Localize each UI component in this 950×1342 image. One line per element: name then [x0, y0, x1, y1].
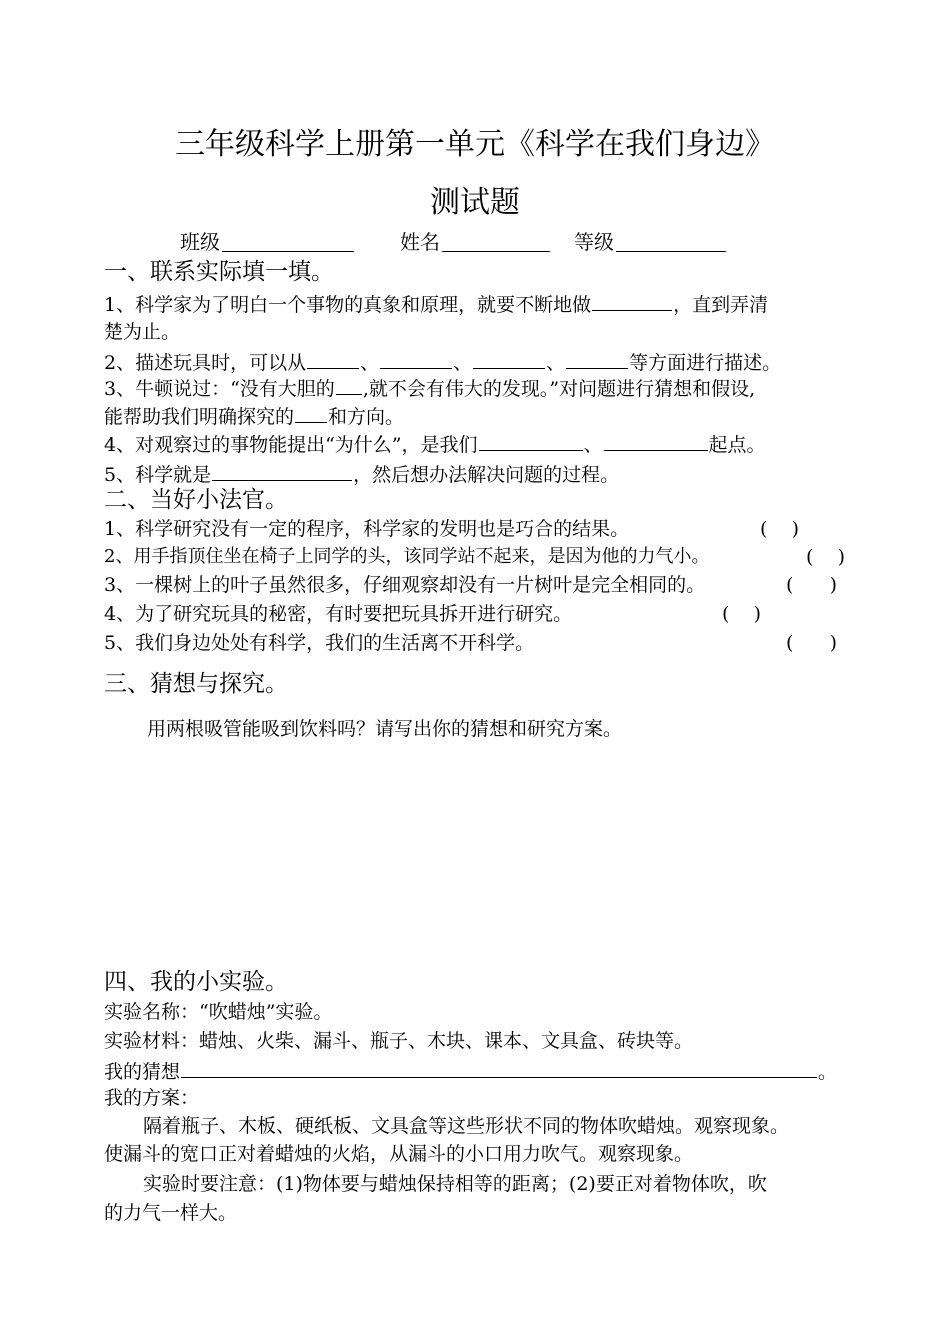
s1-q2-blank4[interactable]	[566, 348, 628, 369]
s4-guess-label: 我的猜想	[104, 1061, 181, 1083]
page-subtitle: 测试题	[430, 185, 520, 220]
s4-note-text: 的力气一样大。	[104, 1202, 238, 1224]
section4-heading: 四、我的小实验。	[104, 969, 288, 995]
s1-q3-blank1[interactable]	[336, 374, 362, 395]
s1-q2-blank1[interactable]	[307, 348, 359, 369]
grade-label: 等级	[574, 230, 614, 254]
s1-q2-text-b: 等方面进行描述。	[629, 352, 782, 374]
s1-q3-text-a: 3、牛顿说过：“没有大胆的	[104, 378, 335, 400]
s1-q3-line2	[104, 402, 864, 430]
s1-q4-blank1[interactable]	[479, 430, 583, 451]
s4-experiment-name: 实验名称：“吹蜡烛”实验。	[104, 1001, 333, 1023]
class-label: 班级	[180, 230, 220, 254]
s1-q1-text-b: ，直到弄清	[673, 294, 769, 316]
class-blank[interactable]	[222, 229, 354, 252]
s1-q4-blank2[interactable]	[604, 430, 708, 451]
section3-heading: 三、猜想与探究。	[104, 671, 288, 697]
s1-q5-text-b: ，然后想办法解决问题的过程。	[353, 464, 620, 486]
s1-q3-text-c: 能帮助我们明确探究的	[104, 406, 295, 428]
s2-item: 3、一棵树上的叶子虽然很多，仔细观察却没有一片树叶是完全相同的。	[104, 574, 706, 596]
s2-answer-paren[interactable]: ( )	[760, 518, 799, 540]
s1-q1-blank[interactable]	[592, 290, 672, 311]
s2-item: 4、为了研究玩具的秘密，有时要把玩具拆开进行研究。	[104, 603, 573, 625]
name-blank[interactable]	[442, 229, 550, 252]
s1-q5-line	[104, 460, 864, 488]
grade-blank[interactable]	[616, 229, 726, 252]
s1-q2-sep1: 、	[360, 352, 380, 374]
s1-q4-sep: 、	[583, 434, 603, 456]
s1-q1-text-a: 1、科学家为了明白一个事物的真象和原理，就要不断地做	[104, 294, 592, 316]
section1-heading: 一、联系实际填一填。	[104, 259, 334, 285]
s4-materials: 实验材料：蜡烛、火柴、漏斗、瓶子、木块、课本、文具盒、砖块等。	[104, 1030, 694, 1052]
s1-q2-blank2[interactable]	[380, 348, 452, 369]
s1-q5-text-a: 5、科学就是	[104, 464, 212, 486]
s1-q2-text-a: 2、描述玩具时，可以从	[104, 352, 307, 374]
s4-guess-end: 。	[818, 1061, 838, 1083]
s1-q3-blank2[interactable]	[295, 402, 327, 423]
s1-q4-line	[104, 430, 864, 458]
s2-item: 1、科学研究没有一定的程序，科学家的发明也是巧合的结果。	[104, 518, 630, 540]
s1-q4-text-b: 起点。	[708, 434, 766, 456]
s2-item: 2、用手指顶住坐在椅子上同学的头，该同学站不起来，是因为他的力气小。	[104, 546, 710, 567]
s2-item: 5、我们身边处处有科学，我们的生活离不开科学。	[104, 632, 535, 654]
s1-q1-line1	[104, 290, 864, 318]
s1-q1-line2: 楚为止。	[104, 321, 181, 343]
s4-guess-line	[104, 1057, 864, 1085]
s4-guess-blank[interactable]	[181, 1057, 817, 1078]
s2-answer-paren[interactable]: ( )	[722, 603, 761, 625]
name-label: 姓名	[400, 230, 440, 254]
s4-plan-label: 我的方案：	[104, 1087, 200, 1109]
s1-q5-blank[interactable]	[212, 460, 352, 481]
s1-q2-sep2: 、	[453, 352, 473, 374]
s1-q2-blank3[interactable]	[473, 348, 545, 369]
s2-answer-paren[interactable]: ( )	[806, 546, 845, 568]
s1-q3-text-d: 和方向。	[328, 406, 405, 428]
s1-q3-text-b: ,就不会有伟大的发现。”对问题进行猜想和假设,	[362, 378, 756, 400]
page-title: 三年级科学上册第一单元《科学在我们身边》	[175, 127, 775, 162]
s3-prompt: 用两根吸管能吸到饮料吗？请写出你的猜想和研究方案。	[147, 718, 623, 740]
s4-plan-text: 隔着瓶子、木板、硬纸板、文具盒等这些形状不同的物体吹蜡烛。观察现象。	[143, 1115, 790, 1137]
s1-q3-line1	[104, 374, 864, 402]
s2-answer-paren[interactable]: ( )	[786, 574, 838, 596]
s1-q2-line	[104, 348, 864, 376]
section2-heading: 二、当好小法官。	[104, 487, 288, 513]
s4-note-text: 实验时要注意：(1)物体要与蜡烛保持相等的距离；(2)要正对着物体吹，吹	[143, 1173, 767, 1195]
s4-plan-text: 使漏斗的宽口正对着蜡烛的火焰，从漏斗的小口用力吹气。观察现象。	[104, 1143, 694, 1165]
s1-q2-sep3: 、	[546, 352, 566, 374]
s2-answer-paren[interactable]: ( )	[786, 632, 838, 654]
s1-q4-text-a: 4、对观察过的事物能提出“为什么”，是我们	[104, 434, 478, 456]
